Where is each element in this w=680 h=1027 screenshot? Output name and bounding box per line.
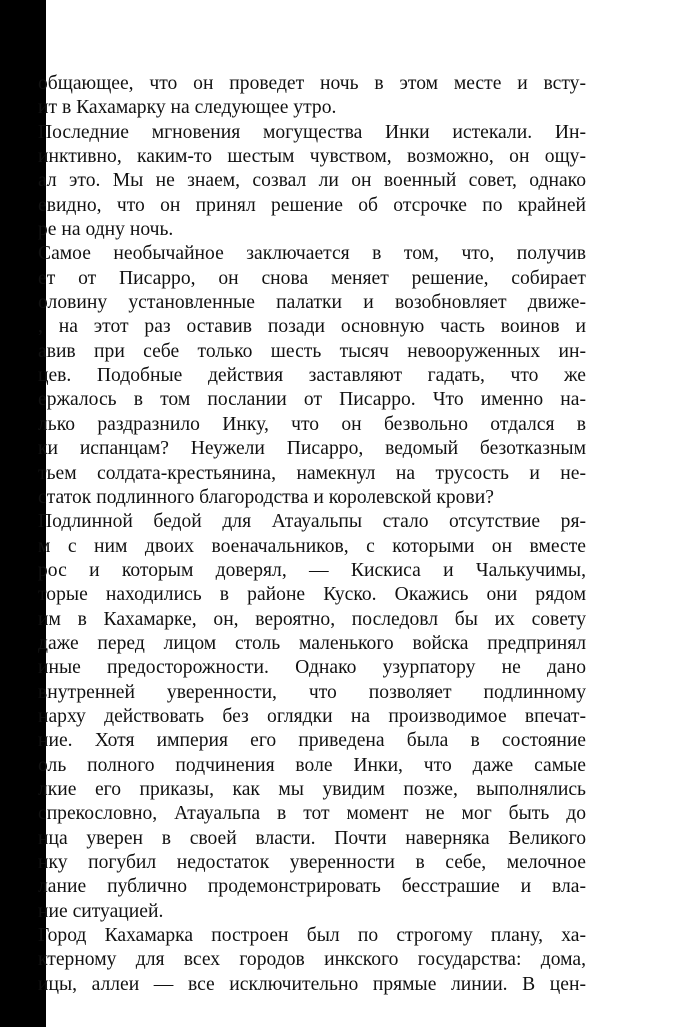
text-line: нарху действовать без оглядки на производимое впечат- [38, 705, 586, 727]
text-line: статок подлинного благородства и королевской крови? [38, 486, 494, 508]
text-line: лание публично продемонстрировать бесстрашие и вла- [38, 876, 586, 898]
text-line: тьем солдата-крестьянина, намекнул на трусость и не- [38, 462, 586, 484]
text-line: лкие его приказы, как мы увидим позже, выполнялись [38, 778, 586, 800]
text-line: ки испанцам? Неужели Писарро, ведомый безотказным [38, 438, 586, 460]
text-line: Город Кахамарка построен был по строгому плану, ха- [38, 925, 586, 947]
text-line: , на этот раз оставив позади основную часть воинов и [38, 316, 586, 338]
text-line: спрекословно, Атауальпа в тот момент не мог быть до [38, 803, 586, 825]
text-line: м с ним двоих военачальников, с которыми он вместе [38, 535, 586, 557]
text-line: оль полного подчинения воле Инки, что даже самые [38, 754, 586, 776]
text-line: Самое необычайное заключается в том, что, получив [38, 243, 586, 265]
text-line: ицы, аллеи — все исключительно прямые линии. В цен- [38, 973, 586, 995]
text-line: ние. Хотя империя его приведена была в состояние [38, 730, 586, 752]
text-line: ит в Кахамарку на следующее утро. [38, 97, 337, 119]
page-text [38, 72, 586, 997]
text-line: Последние мгновения могущества Инки истекали. Ин- [38, 121, 586, 143]
text-line: лько раздразнило Инку, что он безвольно отдался в [38, 413, 586, 435]
text-line: ние ситуацией. [38, 900, 164, 922]
text-line: внутренней уверенности, что позволяет подлинному [38, 681, 586, 703]
text-line: торые находились в районе Куско. Окажись они рядом [38, 584, 586, 606]
text-line: оловину установленные палатки и возобновляет движе- [38, 292, 586, 314]
text-line: ктерному для всех городов инкского государства: дома, [38, 949, 586, 971]
text-line: рос и которым доверял, — Кискиса и Чалькучимы, [38, 559, 586, 581]
text-line: даже перед лицом столь маленького войска предпринял [38, 632, 586, 654]
text-line: иные предосторожности. Однако узурпатору не дано [38, 657, 586, 679]
text-line: ержалось в том послании от Писарро. Что именно на- [38, 389, 586, 411]
text-line: им в Кахамарке, он, вероятно, последовл бы их совету [38, 608, 586, 630]
text-line: евидно, что он принял решение об отсрочке по крайней [38, 194, 586, 216]
text-line: авив при себе только шесть тысяч невооруженных ин- [38, 340, 586, 362]
text-line: цев. Подобные действия заставляют гадать, что же [38, 365, 586, 387]
text-line: общающее, что он проведет ночь в этом месте и всту- [38, 73, 586, 94]
text-line: нца уверен в своей власти. Почти наверняка Великого [38, 827, 586, 849]
text-line: ре на одну ночь. [38, 219, 174, 241]
text-line: ал это. Мы не знаем, созвал ли он военный совет, однако [38, 170, 586, 192]
text-line: нку погубил недостаток уверенности в себе, мелочное [38, 852, 586, 873]
text-line: инктивно, каким-то шестым чувством, возможно, он ощу- [38, 146, 586, 168]
text-line: Подлинной бедой для Атауальпы стало отсутствие ря- [38, 511, 586, 533]
text-line: ет от Писарро, он снова меняет решение, собирает [38, 267, 586, 289]
